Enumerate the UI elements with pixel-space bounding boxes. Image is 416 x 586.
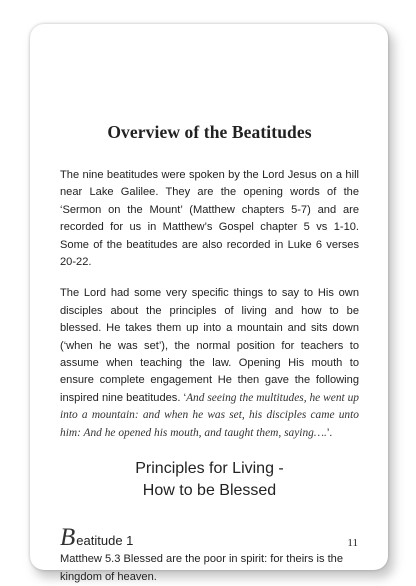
beatitude-heading-rest: eatitude 1	[76, 533, 134, 549]
intro-paragraph: The nine beatitudes were spoken by the Lord Jesus on a hill near Lake Galilee. They are the opening words of the ‘Sermon on the Mount’ (Matthew chapters 5-7) and are recorded for us in Matthew’s Gospel chapter 5 vs 1-10. Some of the beatitudes are also recorded in Luke 6 verses 20-22.	[60, 169, 359, 269]
beatitude-heading	[60, 524, 359, 552]
section-heading	[60, 458, 359, 502]
beatitude-drop-cap: B	[60, 524, 76, 552]
scripture-quote: And seeing the multitudes, he went up into a mountain: and when he was set, his disciples came unto him: And he opened his mouth, and taught them, saying….	[60, 391, 359, 439]
section-heading-line-2: How to be Blessed	[142, 482, 277, 500]
section-heading-line-1: Principles for Living -	[135, 460, 284, 478]
page-content	[60, 122, 359, 586]
quote-closing: ’.	[326, 426, 333, 439]
page-title: Overview of the Beatitudes	[107, 122, 312, 142]
page-number: 11	[347, 537, 358, 549]
beatitude-verse: Matthew 5.3 Blessed are the poor in spirit: for theirs is the kingdom of heaven.	[60, 553, 344, 583]
disciples-paragraph	[60, 285, 359, 442]
book-page	[30, 24, 388, 583]
disciples-paragraph-text: The Lord had some very specific things to say to His own disciples about the principles of living and how to be blessed. He takes them up into a mountain and sits down (‘when he was set’), the normal position for teachers to assume when teaching the law. Opening His mouth to ensure complete engagement He then gave the following inspired nine beatitudes. ‘	[60, 287, 359, 404]
